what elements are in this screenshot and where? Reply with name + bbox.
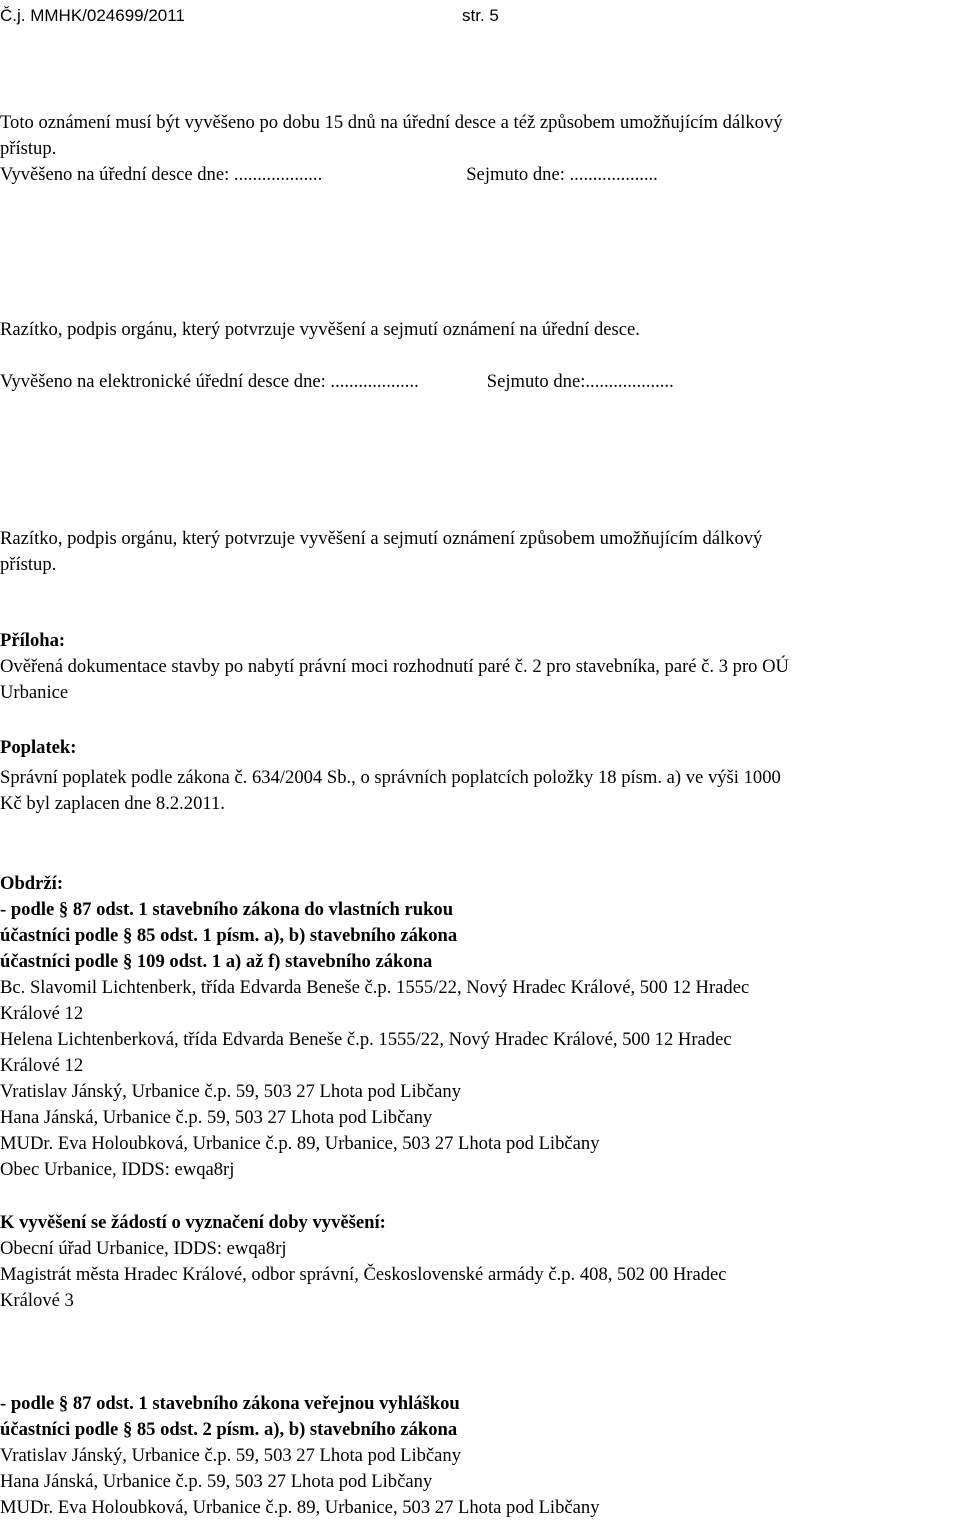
electronic-posting bbox=[0, 369, 960, 395]
stamp-note-remote bbox=[0, 526, 960, 578]
posting-dates bbox=[0, 162, 960, 188]
removed-date-field: Sejmuto dne: ................... bbox=[466, 164, 658, 185]
posting-request-line: Magistrát města Hradec Králové, odbor správní, Československé armády č.p. 408, 502 00 Hradec bbox=[0, 1264, 727, 1285]
recipient-group-line: - podle § 87 odst. 1 stavebního zákona do vlastních rukou bbox=[0, 899, 454, 920]
fee-line: Kč byl zaplacen dne 8.2.2011. bbox=[0, 793, 225, 814]
attachment-heading: Příloha: bbox=[0, 630, 66, 651]
recipient-group-line: účastníci podle § 85 odst. 1 písm. a), b) stavebního zákona bbox=[0, 925, 458, 946]
recipients-heading: Obdrží: bbox=[0, 873, 64, 894]
public-notice-line: Vratislav Jánský, Urbanice č.p. 59, 503 27 Lhota pod Libčany bbox=[0, 1445, 462, 1466]
public-notice-group-line: - podle § 87 odst. 1 stavebního zákona veřejnou vyhláškou bbox=[0, 1393, 460, 1414]
stamp-note: Razítko, podpis orgánu, který potvrzuje vyvěšení a sejmutí oznámení na úřední desce. bbox=[0, 319, 640, 340]
fee-heading: Poplatek: bbox=[0, 737, 77, 758]
public-notice-line: MUDr. Eva Holoubková, Urbanice č.p. 89, Urbanice, 503 27 Lhota pod Libčany bbox=[0, 1497, 600, 1518]
attachment-section bbox=[0, 628, 960, 706]
recipients-section bbox=[0, 871, 960, 1183]
posting-request-line: Králové 3 bbox=[0, 1290, 74, 1311]
recipient-line: Vratislav Jánský, Urbanice č.p. 59, 503 27 Lhota pod Libčany bbox=[0, 1081, 462, 1102]
stamp-note-board bbox=[0, 317, 960, 343]
posted-date-field: Vyvěšeno na úřední desce dne: ................... bbox=[0, 164, 323, 185]
public-notice-line: Hana Jánská, Urbanice č.p. 59, 503 27 Lhota pod Libčany bbox=[0, 1471, 433, 1492]
notice-line: přístup. bbox=[0, 138, 57, 159]
recipient-line: Helena Lichtenberková, třída Edvarda Beneše č.p. 1555/22, Nový Hradec Králové, 500 12 Hradec bbox=[0, 1029, 732, 1050]
recipient-line: MUDr. Eva Holoubková, Urbanice č.p. 89, Urbanice, 503 27 Lhota pod Libčany bbox=[0, 1133, 600, 1154]
stamp-note-line: přístup. bbox=[0, 554, 57, 575]
attachment-line: Urbanice bbox=[0, 682, 69, 703]
recipient-line: Králové 12 bbox=[0, 1003, 84, 1024]
posting-notice bbox=[0, 110, 960, 188]
recipient-line: Králové 12 bbox=[0, 1055, 84, 1076]
recipient-line: Hana Jánská, Urbanice č.p. 59, 503 27 Lhota pod Libčany bbox=[0, 1107, 433, 1128]
electronic-removed-field: Sejmuto dne:................... bbox=[486, 371, 674, 392]
notice-line: Toto oznámení musí být vyvěšeno po dobu 15 dnů na úřední desce a též způsobem umožňujícím dálkový bbox=[0, 112, 783, 133]
posting-request-section bbox=[0, 1210, 960, 1314]
fee-line: Správní poplatek podle zákona č. 634/2004 Sb., o správních poplatcích položky 18 písm. a) ve výši 1000 bbox=[0, 767, 781, 788]
page-header bbox=[0, 4, 960, 28]
electronic-posted-field: Vyvěšeno na elektronické úřední desce dne: ................... bbox=[0, 371, 419, 392]
posting-request-line: Obecní úřad Urbanice, IDDS: ewqa8rj bbox=[0, 1238, 287, 1259]
reference-number: Č.j. MMHK/024699/2011 bbox=[0, 6, 185, 25]
stamp-note-line: Razítko, podpis orgánu, který potvrzuje vyvěšení a sejmutí oznámení způsobem umožňujícím dálkový bbox=[0, 528, 763, 549]
attachment-line: Ověřená dokumentace stavby po nabytí právní moci rozhodnutí paré č. 2 pro stavebníka, paré č. 3 pro OÚ bbox=[0, 656, 789, 677]
fee-section bbox=[0, 735, 960, 817]
recipient-line: Bc. Slavomil Lichtenberk, třída Edvarda Beneše č.p. 1555/22, Nový Hradec Králové, 500 12 Hradec bbox=[0, 977, 750, 998]
recipient-group-line: účastníci podle § 109 odst. 1 a) až f) stavebního zákona bbox=[0, 951, 433, 972]
posting-request-heading: K vyvěšení se žádostí o vyznačení doby vyvěšení: bbox=[0, 1212, 386, 1233]
public-notice-section bbox=[0, 1391, 960, 1521]
public-notice-group-line: účastníci podle § 85 odst. 2 písm. a), b) stavebního zákona bbox=[0, 1419, 458, 1440]
recipient-line: Obec Urbanice, IDDS: ewqa8rj bbox=[0, 1159, 235, 1180]
page-number: str. 5 bbox=[462, 6, 499, 25]
